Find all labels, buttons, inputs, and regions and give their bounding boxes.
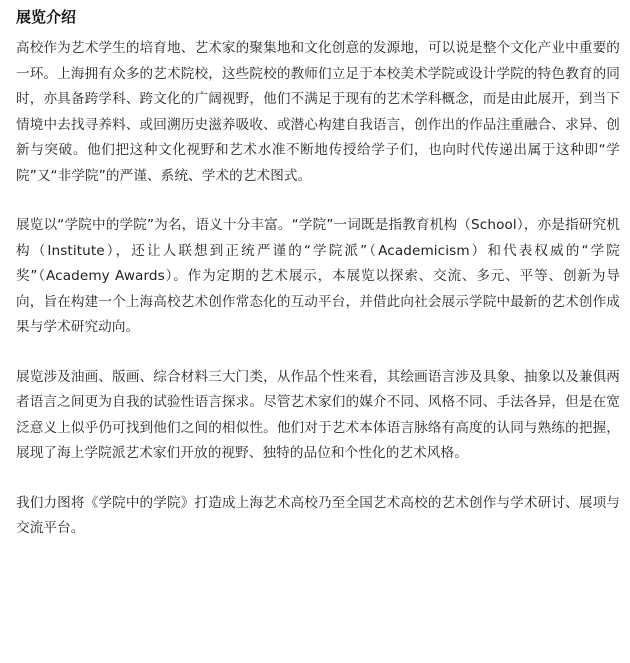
- paragraph-intro: 高校作为艺术学生的培育地、艺术家的聚集地和文化创意的发源地，可以说是整个文化产业中重要的一环。上海拥有众多的艺术院校，这些院校的教师们立足于本校美术学院或设计学院的特色教育的同时，亦具备跨学科、跨文化的广阔视野，他们不满足于现有的艺术学科概念，而是由此展开，到当下情境中去找寻养料、或回溯历史滋养吸收、或潜心构建自我语言，创作出的作品注重融合、求异、创新与突破。他们把这种文化视野和艺术水准不断地传授给学子们，也向时代传递出属于这种即“学院”又“非学院”的严谨、系统、学术的艺术图式。: [16, 40, 620, 184]
- section-title: 展览介绍: [16, 8, 77, 26]
- paragraph-exhibition-name: 展览以“学院中的学院”为名，语义十分丰富。“学院”一词既是指教育机构（School），亦是指研究机构（Institute），还让人联想到正统严谨的“学院派”（Academicism）和代表权威的“学院奖”（Academy Awards）。作为定期的艺术展示，本展览以探索、交流、多元、平等、创新为导向，旨在构建一个上海高校艺术创作常态化的互动平台，并借此向社会展示学院中最新的艺术创作成果与学术研究动向。: [16, 217, 620, 335]
- paragraph-goal: 我们力图将《学院中的学院》打造成上海艺术高校乃至全国艺术高校的艺术创作与学术研讨、展项与交流平台。: [16, 494, 620, 536]
- paragraph-categories: 展览涉及油画、版画、综合材料三大门类，从作品个性来看，其绘画语言涉及具象、抽象以及兼俱两者语言之间更为自我的试验性语言探求。尽管艺术家们的媒介不同、风格不同、手法各异，但是在宽泛意义上似乎仍可找到他们之间的相似性。他们对于艺术本体语言脉络有高度的认同与熟练的把握，展现了海上学院派艺术家们开放的视野、独特的品位和个性化的艺术风格。: [16, 368, 620, 461]
